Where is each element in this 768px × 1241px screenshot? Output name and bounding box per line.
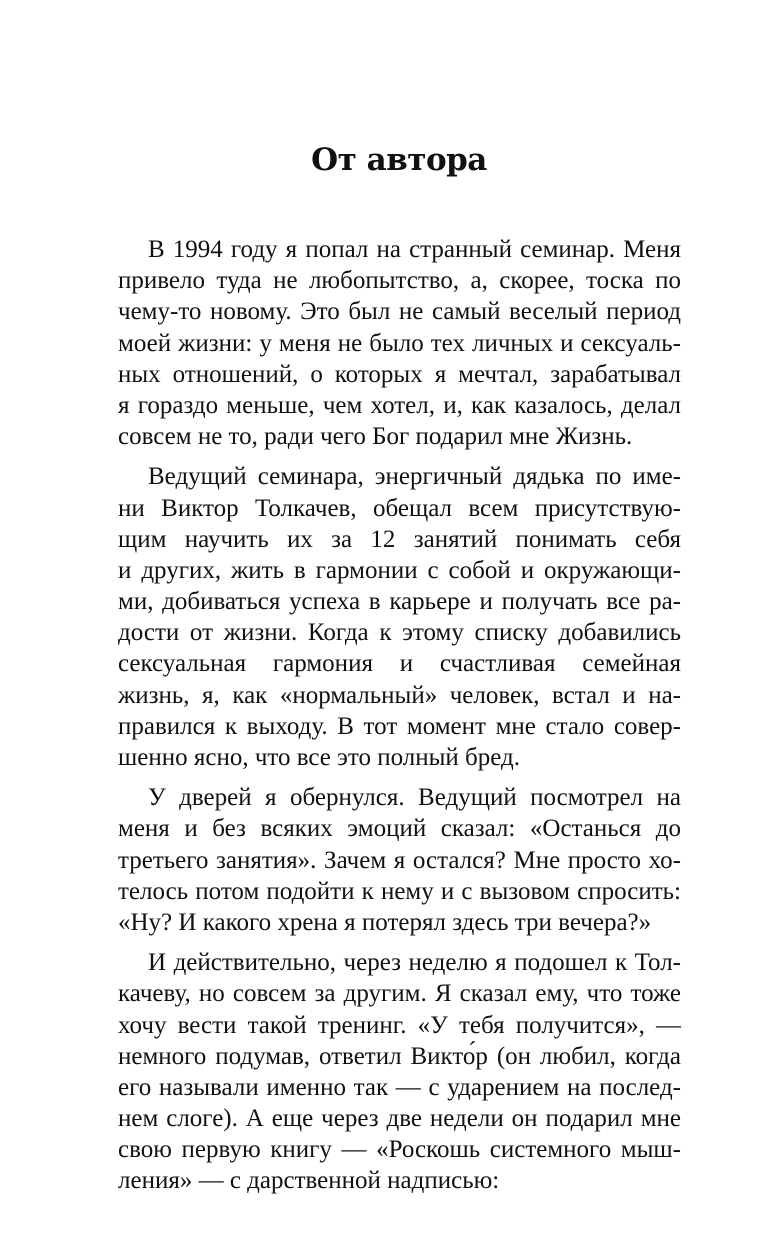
text-line: совсем не то, ради чего Бог подарил мне Жизнь. — [118, 423, 633, 451]
text-line: шенно ясно, что все это полный бред. — [118, 744, 521, 771]
text-line: чему-то новому. Это был не самый веселый период — [118, 298, 681, 326]
text-line: я гораздо меньше, чем хотел, и, как казалось, делал — [118, 391, 681, 419]
text-line: его называли именно так — с ударением на послед- — [118, 1073, 681, 1101]
text-line: ных отношений, о которых я мечтал, зарабатывал — [118, 360, 681, 388]
text-line: «Ну? И какого хрена я потерял здесь три вечера?» — [118, 908, 652, 936]
text-line: третьего занятия». Зачем я остался? Мне просто хо- — [118, 846, 681, 874]
paragraph — [118, 234, 681, 452]
text-line: дости от жизни. Когда к этому списку добавились — [118, 619, 681, 647]
text-line: качеву, но совсем за другим. Я сказал ему, что тоже — [118, 980, 681, 1008]
text-line: И действительно, через неделю я подошел к Тол- — [148, 949, 681, 977]
text-line: свою первую книгу — «Роскошь системного мыш- — [118, 1136, 681, 1164]
paragraph — [118, 461, 681, 773]
text-line: правился к выходу. В тот момент мне стало совер- — [118, 712, 681, 740]
text-line: меня и без всяких эмоций сказал: «Останься до — [118, 815, 681, 843]
text-line: ми, добиваться успеха в карьере и получать все ра- — [118, 588, 681, 616]
text-line: ни Виктор Толкачев, обещал всем присутствую- — [118, 494, 681, 522]
paragraph — [118, 947, 681, 1197]
text-line: телось потом подойти к нему и с вызовом спросить: — [118, 877, 681, 905]
text-line: моей жизни: у меня не было тех личных и сексуаль- — [118, 329, 681, 357]
text-line: У дверей я обернулся. Ведущий посмотрел на — [148, 784, 681, 812]
text-line: хочу вести такой тренинг. «У тебя получится», — — [118, 1011, 681, 1039]
paragraph — [118, 782, 681, 938]
chapter-body — [118, 234, 681, 1197]
text-line: щим научить их за 12 занятий понимать себя — [118, 525, 681, 553]
text-line: нем слоге). А еще через две недели он подарил мне — [118, 1105, 681, 1133]
chapter-title: От автора — [311, 142, 487, 178]
text-line: В 1994 году я попал на странный семинар. Меня — [148, 236, 681, 263]
text-line: немного подумав, ответил Викто́р (он любил, когда — [118, 1042, 681, 1070]
text-line: жизнь, я, как «нормальный» человек, встал и на- — [118, 681, 681, 709]
text-line: сексуальная гармония и счастливая семейная — [118, 650, 681, 678]
text-line: и других, жить в гармонии с собой и окружающи- — [118, 556, 681, 584]
text-line: ления» — с дарственной надписью: — [118, 1167, 500, 1195]
text-line: привело туда не любопытство, а, скорее, тоска по — [118, 267, 681, 295]
text-line: Ведущий семинара, энергичный дядька по име- — [148, 463, 681, 491]
